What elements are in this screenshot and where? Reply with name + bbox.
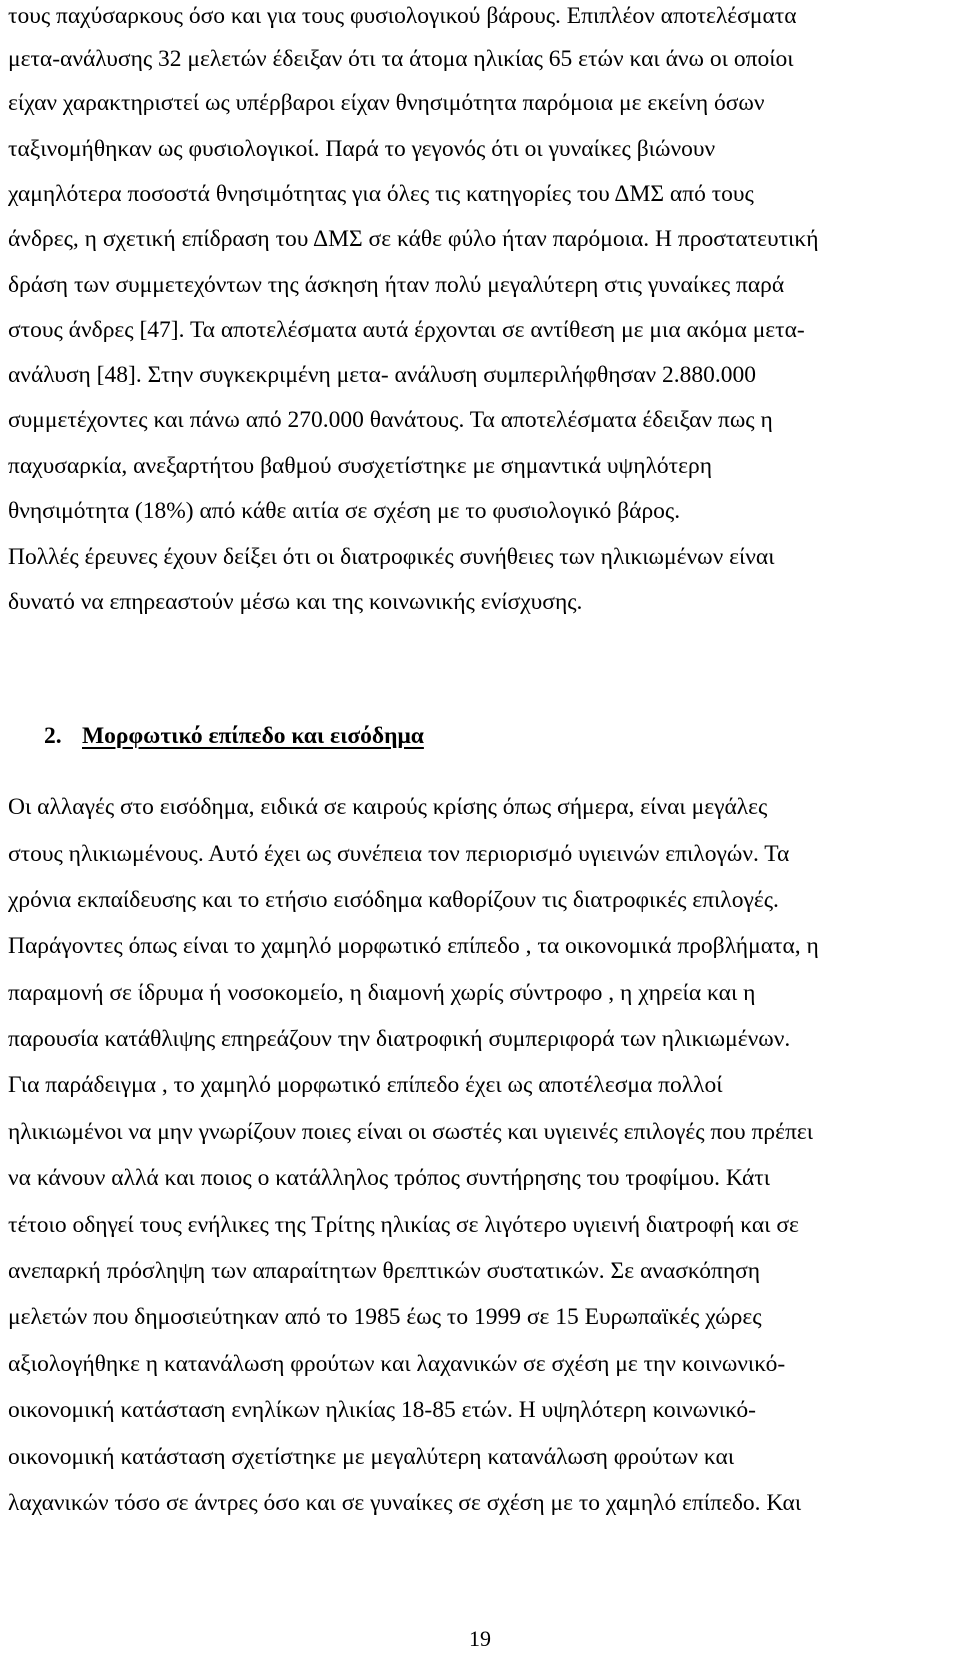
section-heading [44,722,424,750]
text-line: στους άνδρες [47]. Τα αποτελέσματα αυτά έρχονται σε αντίθεση με μια ακόμα μετα- [8,317,805,343]
text-line: τέτοιο οδηγεί τους ενήλικες της Τρίτης ηλικίας σε λιγότερο υγιεινή διατροφή και σε [8,1212,799,1238]
section-title: Μορφωτικό επίπεδο και εισόδημα [82,723,424,749]
page-number: 19 [469,1626,491,1651]
text-line: συμμετέχοντες και πάνω από 270.000 θανάτους. Τα αποτελέσματα έδειξαν πως η [8,407,773,433]
text-line: οικονομική κατάσταση ενηλίκων ηλικίας 18-85 ετών. Η υψηλότερη κοινωνικό- [8,1397,756,1423]
text-line: Πολλές έρευνες έχουν δείξει ότι οι διατροφικές συνήθειες των ηλικιωμένων είναι [8,544,775,570]
text-line: παχυσαρκία, ανεξαρτήτου βαθμού συσχετίστηκε με σημαντικά υψηλότερη [8,453,713,479]
text-line: είχαν χαρακτηριστεί ως υπέρβαροι είχαν θνησιμότητα παρόμοια με εκείνη όσων [8,90,765,116]
text-line: οικονομική κατάσταση σχετίστηκε με μεγαλύτερη κατανάλωση φρούτων και [8,1444,735,1470]
text-line: δυνατό να επηρεαστούν μέσω και της κοινωνικής ενίσχυσης. [8,589,583,615]
section-number: 2. [44,723,62,749]
text-line: χαμηλότερα ποσοστά θνησιμότητας για όλες τις κατηγορίες του ΔΜΣ από τους [8,181,754,207]
text-line: άνδρες, η σχετική επίδραση του ΔΜΣ σε κάθε φύλο ήταν παρόμοια. Η προστατευτική [8,226,819,252]
text-line: λαχανικών τόσο σε άντρες όσο και σε γυναίκες σε σχέση με το χαμηλό επίπεδο. Και [8,1490,802,1516]
text-line: παραμονή σε ίδρυμα ή νοσοκομείο, η διαμονή χωρίς σύντροφο , η χηρεία και η [8,980,756,1006]
text-line: ανάλυση [48]. Στην συγκεκριμένη μετα- ανάλυση συμπεριλήφθησαν 2.880.000 [8,362,756,388]
text-line: αξιολογήθηκε η κατανάλωση φρούτων και λαχανικών σε σχέση με την κοινωνικό- [8,1351,786,1377]
text-line: ηλικιωμένοι να μην γνωρίζουν ποιες είναι οι σωστές και υγιεινές επιλογές που πρέπει [8,1119,814,1145]
text-line: θνησιμότητα (18%) από κάθε αιτία σε σχέση με το φυσιολογικό βάρος. [8,498,681,524]
text-line: στους ηλικιωμένους. Αυτό έχει ως συνέπεια τον περιορισμό υγιεινών επιλογών. Τα [8,841,790,867]
text-line: δράση των συμμετεχόντων της άσκηση ήταν πολύ μεγαλύτερη στις γυναίκες παρά [8,272,785,298]
text-line: Για παράδειγμα , το χαμηλό μορφωτικό επίπεδο έχει ως αποτέλεσμα πολλοί [8,1072,723,1098]
text-line: χρόνια εκπαίδευσης και το ετήσιο εισόδημα καθορίζουν τις διατροφικές επιλογές. [8,887,779,913]
text-line: να κάνουν αλλά και ποιος ο κατάλληλος τρόπος συντήρησης του τροφίμου. Κάτι [8,1165,771,1191]
text-line: ταξινομήθηκαν ως φυσιολογικοί. Παρά το γεγονός ότι οι γυναίκες βιώνουν [8,136,716,162]
text-line: μετα-ανάλυσης 32 μελετών έδειξαν ότι τα άτομα ηλικίας 65 ετών και άνω οι οποίοι [8,46,794,72]
text-line: παρουσία κατάθλιψης επηρεάζουν την διατροφική συμπεριφορά των ηλικιωμένων. [8,1026,791,1052]
text-line: τους παχύσαρκους όσο και για τους φυσιολογικού βάρους. Επιπλέον αποτελέσματα [8,3,797,29]
text-line: Οι αλλαγές στο εισόδημα, ειδικά σε καιρούς κρίσης όπως σήμερα, είναι μεγάλες [8,794,768,820]
text-line: Παράγοντες όπως είναι το χαμηλό μορφωτικό επίπεδο , τα οικονομικά προβλήματα, η [8,933,819,959]
text-line: ανεπαρκή πρόσληψη των απαραίτητων θρεπτικών συστατικών. Σε ανασκόπηση [8,1258,761,1284]
text-line: μελετών που δημοσιεύτηκαν από το 1985 έως το 1999 σε 15 Ευρωπαϊκές χώρες [8,1304,762,1330]
